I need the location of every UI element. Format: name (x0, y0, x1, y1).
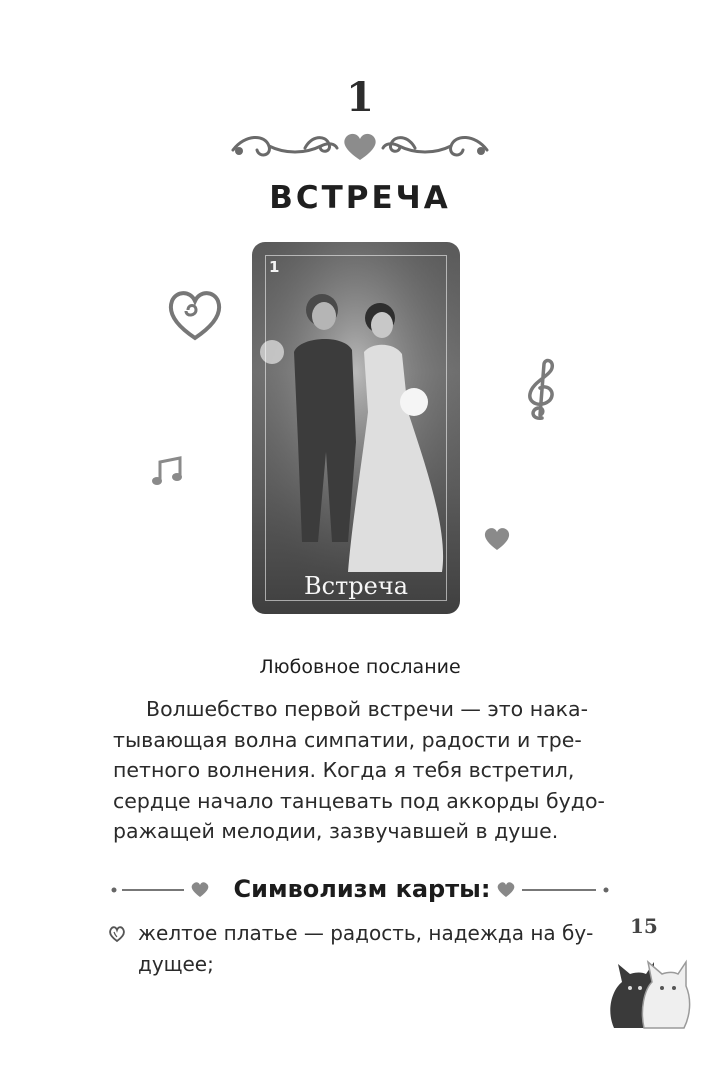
heart-outline-icon (166, 286, 224, 342)
list-item-line: дущее; (138, 951, 214, 976)
card-name: Встреча (303, 572, 409, 600)
symbolism-header (108, 870, 616, 914)
card-number: 1 (269, 258, 280, 276)
message-line: ражащей мелодии, зазвучавшей в душе. (113, 819, 559, 844)
tarot-card (252, 242, 460, 614)
heart-icon (482, 526, 512, 552)
message-line: петного волнения. Когда я тебя встретил, (113, 758, 575, 783)
heart-bullet-icon (108, 925, 126, 943)
symbolism-title: Символизм карты: (233, 875, 491, 903)
message-line: Волшебство первой встречи — это нака- (146, 697, 589, 721)
treble-clef-icon (518, 358, 562, 422)
card-frame (265, 255, 447, 601)
list-item (108, 918, 618, 979)
chapter-title: ВСТРЕЧА (269, 180, 451, 216)
cats-icon (600, 950, 696, 1030)
message-line: тывающая волна симпатии, радости и тре- (113, 727, 582, 752)
message-heading: Любовное послание (259, 656, 461, 678)
list-item-line: желтое платье — радость, надежда на бу- (138, 921, 594, 945)
music-note-icon (150, 454, 186, 488)
page-number: 15 (630, 914, 658, 938)
chapter-number: 1 (346, 74, 374, 121)
message-body (113, 694, 610, 847)
ornament-divider-icon (225, 124, 495, 170)
message-line: сердце начало танцевать под аккорды будо- (113, 788, 605, 813)
